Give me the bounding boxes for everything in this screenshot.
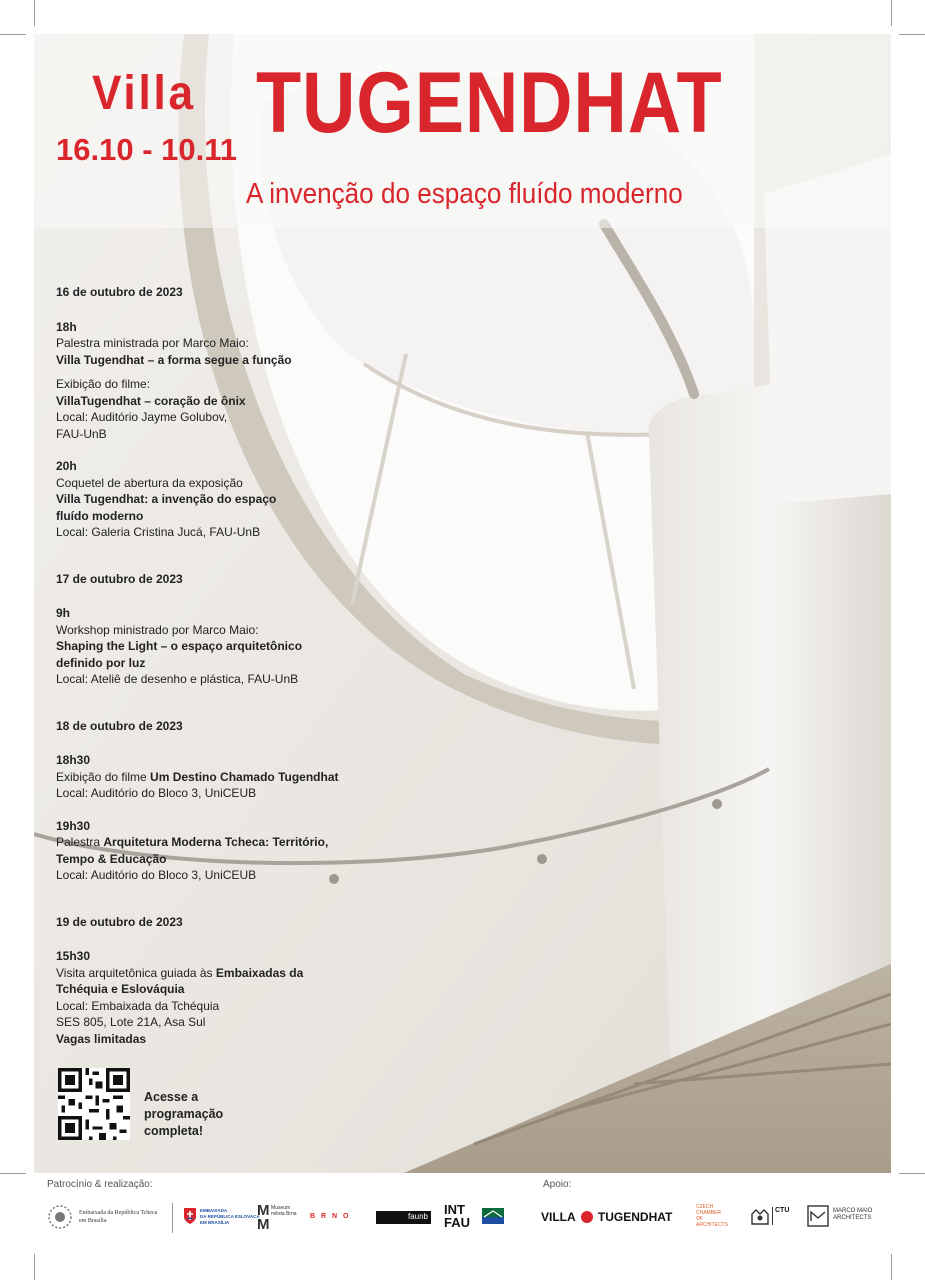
museum-m-icon: M M bbox=[257, 1202, 270, 1233]
int-text: INT bbox=[444, 1202, 465, 1217]
footer bbox=[0, 1173, 925, 1280]
event-line: Palestra bbox=[56, 835, 104, 849]
title-tugendhat: TUGENDHAT bbox=[256, 55, 723, 151]
event-location: Local: Ateliê de desenho e plástica, FAU-UnB bbox=[56, 672, 299, 686]
exhibition-dates: 16.10 - 10.11 bbox=[56, 132, 237, 167]
faunb-text: faunb bbox=[407, 1212, 428, 1221]
event-title: fluído moderno bbox=[56, 508, 144, 523]
event-title: Um Destino Chamado Tugendhat bbox=[150, 769, 339, 784]
embassy-sk-logo bbox=[184, 1206, 260, 1230]
marco-maio-mark-icon bbox=[807, 1205, 829, 1227]
event-time: 18h30 bbox=[56, 753, 91, 767]
brno-logo: B R N O bbox=[310, 1213, 351, 1220]
event-title: Tchéquia e Eslováquia bbox=[56, 982, 185, 996]
qr-caption-line: Acesse a bbox=[144, 1090, 199, 1104]
marco-maio-name: MARCO MAIO bbox=[833, 1208, 873, 1214]
slovak-shield-icon bbox=[184, 1208, 196, 1224]
event-location: FAU-UnB bbox=[56, 426, 107, 441]
support-label: Apoio: bbox=[543, 1179, 572, 1190]
crop-mark bbox=[899, 34, 925, 35]
event-title: Villa Tugendhat: a invenção do espaço bbox=[56, 492, 277, 506]
qr-code[interactable] bbox=[58, 1068, 130, 1140]
day-heading: 18 de outubro de 2023 bbox=[56, 718, 183, 733]
czech-emblem-icon bbox=[47, 1204, 73, 1230]
event-line: Workshop ministrado por Marco Maio: bbox=[56, 622, 259, 637]
chamber-line: CZECH bbox=[696, 1204, 714, 1210]
sponsor-label: Patrocínio & realização: bbox=[47, 1179, 153, 1190]
tugendhat-logo-text: TUGENDHAT bbox=[597, 1210, 673, 1224]
event-line: Visita arquitetônica guiada às bbox=[56, 965, 216, 980]
marco-maio-sub: ARCHITECTS bbox=[833, 1215, 872, 1221]
ctu-emblem-icon bbox=[750, 1206, 770, 1226]
qr-caption-line: completa! bbox=[144, 1124, 204, 1138]
embassy-cz-city: em Brasília bbox=[79, 1218, 107, 1224]
unb-logo bbox=[482, 1208, 504, 1224]
event-title: Arquitetura Moderna Tcheca: Território, bbox=[103, 835, 329, 849]
event-time: 18h bbox=[56, 319, 77, 334]
crop-mark bbox=[891, 0, 892, 26]
event-title: Villa Tugendhat – a forma segue a função bbox=[56, 352, 292, 367]
event-time: 9h bbox=[56, 606, 71, 620]
event-time: 15h30 bbox=[56, 949, 91, 963]
chamber-line: CHAMBER bbox=[696, 1210, 722, 1216]
event-location: Local: Auditório do Bloco 3, UniCEUB bbox=[56, 868, 257, 882]
villa-tugendhat-logo bbox=[541, 1210, 672, 1224]
museum-name: Museum bbox=[271, 1205, 291, 1211]
event-title: Shaping the Light – o espaço arquitetônico bbox=[56, 639, 303, 653]
day-heading: 19 de outubro de 2023 bbox=[56, 914, 183, 929]
crop-mark bbox=[0, 34, 26, 35]
event-line: Coquetel de abertura da exposição bbox=[56, 475, 243, 490]
ctu-text: CTU bbox=[775, 1207, 790, 1214]
embassy-cz-name: Embaixada da República Tcheca bbox=[79, 1210, 158, 1216]
event-location: Local: Galeria Cristina Jucá, FAU-UnB bbox=[56, 525, 261, 539]
czech-chamber-logo bbox=[696, 1204, 728, 1228]
qr-caption bbox=[144, 1089, 244, 1140]
subtitle: A invenção do espaço fluído moderno bbox=[246, 178, 683, 210]
event-line: Exibição do filme bbox=[56, 769, 151, 784]
chamber-line: OF bbox=[696, 1216, 703, 1222]
divider bbox=[172, 1203, 173, 1233]
embassy-cz-logo bbox=[47, 1204, 167, 1232]
event-location: Local: Embaixada da Tchéquia bbox=[56, 998, 220, 1013]
marco-maio-logo bbox=[807, 1204, 879, 1230]
day-heading: 16 de outubro de 2023 bbox=[56, 285, 183, 299]
embassy-sk-line: EM BRASÍLIA bbox=[200, 1220, 230, 1225]
event-title: Embaixadas da bbox=[215, 965, 304, 980]
poster bbox=[34, 34, 891, 1173]
chamber-line: ARCHITECTS bbox=[696, 1222, 728, 1228]
embassy-sk-line: DA REPÚBLICA ESLOVACA bbox=[200, 1214, 260, 1219]
event-address: SES 805, Lote 21A, Asa Sul bbox=[56, 1015, 206, 1029]
event-location: Local: Auditório do Bloco 3, UniCEUB bbox=[56, 786, 257, 800]
crop-mark bbox=[34, 0, 35, 26]
event-title: VillaTugendhat – coração de ônix bbox=[56, 393, 246, 408]
fau-text: FAU bbox=[444, 1215, 470, 1230]
villa-logo-mark-icon bbox=[581, 1211, 593, 1223]
program bbox=[56, 284, 376, 1047]
event-time: 19h30 bbox=[56, 818, 91, 833]
qr-caption-line: programação bbox=[144, 1107, 224, 1121]
faunb-logo bbox=[376, 1211, 431, 1224]
day-heading: 17 de outubro de 2023 bbox=[56, 571, 183, 586]
event-title: Tempo & Educação bbox=[56, 851, 167, 866]
museum-city: města Brna bbox=[271, 1211, 297, 1217]
event-line: Palestra ministrada por Marco Maio: bbox=[56, 336, 249, 350]
ctu-divider bbox=[772, 1207, 773, 1225]
ctu-logo bbox=[750, 1206, 802, 1228]
title-villa: Villa bbox=[92, 67, 196, 120]
event-location: Local: Auditório Jayme Golubov, bbox=[56, 410, 228, 424]
embassy-sk-line: EMBAIXADA bbox=[200, 1208, 228, 1213]
villa-logo-text: VILLA bbox=[541, 1210, 576, 1224]
int-fau-logo bbox=[444, 1203, 470, 1229]
event-note: Vagas limitadas bbox=[56, 1031, 147, 1046]
museum-brno-logo bbox=[257, 1204, 305, 1232]
event-time: 20h bbox=[56, 459, 77, 473]
event-title: definido por luz bbox=[56, 655, 146, 670]
event-line: Exibição do filme: bbox=[56, 377, 151, 391]
